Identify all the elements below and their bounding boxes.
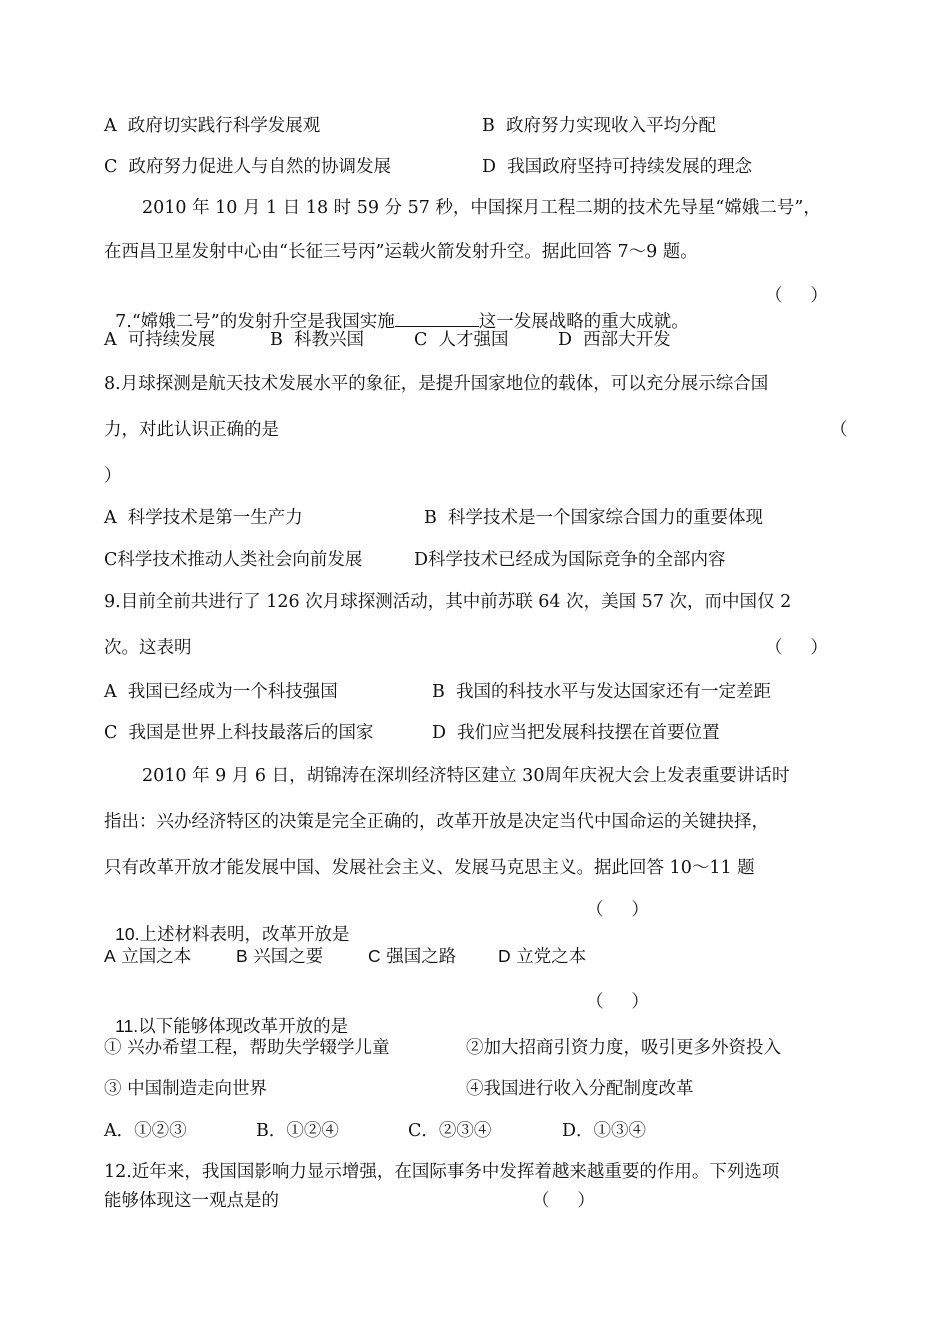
- option-letter: B: [236, 946, 248, 966]
- answer-blank: [395, 308, 479, 327]
- option-b: B 科教兴国: [270, 330, 364, 350]
- answer-bracket: （ ）: [586, 900, 649, 920]
- question-number: 10.: [115, 924, 140, 944]
- option-a: A 我国已经成为一个科技强国: [104, 682, 338, 702]
- passage-line: 在西昌卫星发射中心由“长征三号丙”运载火箭发射升空。据此回答 7～9 题。: [104, 242, 698, 262]
- option-letter: A: [104, 946, 116, 966]
- option-a: [104, 944, 191, 969]
- option-d: D 西部大开发: [558, 330, 671, 350]
- stem-text: 上述材料表明，改革开放是: [139, 925, 350, 945]
- option-c: C．②③④: [408, 1121, 492, 1141]
- question-8-stem: 力，对此认识正确的是: [104, 420, 279, 440]
- option-c: C 政府努力促进人与自然的协调发展: [104, 157, 392, 177]
- question-12-stem: 能够体现这一观点是的: [104, 1191, 279, 1211]
- statement-3: ③ 中国制造走向世界: [104, 1079, 268, 1099]
- question-9-stem: 9.目前全前共进行了 126 次月球探测活动，其中前苏联 64 次，美国 57 次，而中国仅 2: [104, 592, 792, 612]
- option-c: C 人才强国: [414, 330, 509, 350]
- passage-line: 指出：兴办经济特区的决策是完全正确的，改革开放是决定当代中国命运的关键抉择，: [104, 812, 769, 832]
- option-c: C 我国是世界上科技最落后的国家: [104, 723, 374, 743]
- option-d: [498, 944, 586, 969]
- option-d: D科学技术已经成为国际竞争的全部内容: [414, 550, 726, 570]
- option-b: B．①②④: [256, 1121, 339, 1141]
- statement-4: ④我国进行收入分配制度改革: [466, 1079, 694, 1099]
- answer-bracket: （ ）: [532, 1191, 595, 1211]
- stem-part: 这一发展战略的重大成就。: [478, 312, 689, 332]
- option-text: 兴国之要: [247, 947, 324, 967]
- question-11-stem: [104, 990, 348, 1039]
- option-b: B 科学技术是一个国家综合国力的重要体现: [424, 508, 763, 528]
- option-letter: D: [498, 946, 511, 966]
- passage-line: 2010 年 9 月 6 日，胡锦涛在深圳经济特区建立 30周年庆祝大会上发表重要讲话时: [142, 766, 790, 786]
- option-letter: C: [368, 946, 381, 966]
- question-9-stem: 次。这表明: [104, 638, 192, 658]
- option-text: 强国之路: [380, 947, 457, 967]
- stem-text: 以下能够体现改革开放的是: [138, 1017, 349, 1037]
- option-b: [236, 944, 323, 969]
- statement-2: ②加大招商引资力度，吸引更多外资投入: [466, 1038, 781, 1058]
- statement-1: ① 兴办希望工程，帮助失学辍学儿童: [104, 1038, 390, 1058]
- option-a: A 可持续发展: [104, 330, 216, 350]
- question-7-stem: [104, 284, 689, 334]
- option-d: D 我们应当把发展科技摆在首要位置: [432, 723, 720, 743]
- option-c: C科学技术推动人类社会向前发展: [104, 550, 363, 570]
- option-b: B 我国的科技水平与发达国家还有一定差距: [432, 682, 771, 702]
- question-12-stem: 12.近年来，我国国影响力显示增强，在国际事务中发挥着越来越重要的作用。下列选项: [104, 1162, 780, 1182]
- question-8-stem: 8.月球探测是航天技术发展水平的象征，是提升国家地位的载体，可以充分展示综合国: [104, 374, 769, 394]
- question-number: 11.: [115, 1016, 139, 1036]
- option-a: A 科学技术是第一生产力: [104, 508, 303, 528]
- answer-bracket: （ ）: [765, 638, 828, 658]
- option-a: A．①②③: [104, 1121, 187, 1141]
- passage-line: 只有改革开放才能发展中国、发展社会主义、发展马克思主义。据此回答 10～11 题: [104, 858, 755, 878]
- option-d: D 我国政府坚持可持续发展的理念: [482, 157, 753, 177]
- option-d: D．①③④: [562, 1121, 647, 1141]
- option-b: B 政府努力实现收入平均分配: [482, 116, 716, 136]
- option-text: 立国之本: [115, 947, 192, 967]
- question-10-stem: [104, 898, 349, 947]
- option-c: [368, 944, 456, 969]
- answer-bracket: （ ）: [765, 286, 828, 306]
- answer-bracket: ）: [104, 466, 122, 486]
- passage-line: 2010 年 10 月 1 日 18 时 59 分 57 秒，中国探月工程二期的技术先导星“嫦娥二号”，: [142, 198, 821, 218]
- answer-bracket: （: [830, 420, 848, 440]
- stem-part: 7.“嫦娥二号”的发射升空是我国实施: [115, 312, 395, 332]
- answer-bracket: （ ）: [586, 992, 649, 1012]
- option-a: A 政府切实践行科学发展观: [104, 116, 321, 136]
- option-text: 立党之本: [510, 947, 587, 967]
